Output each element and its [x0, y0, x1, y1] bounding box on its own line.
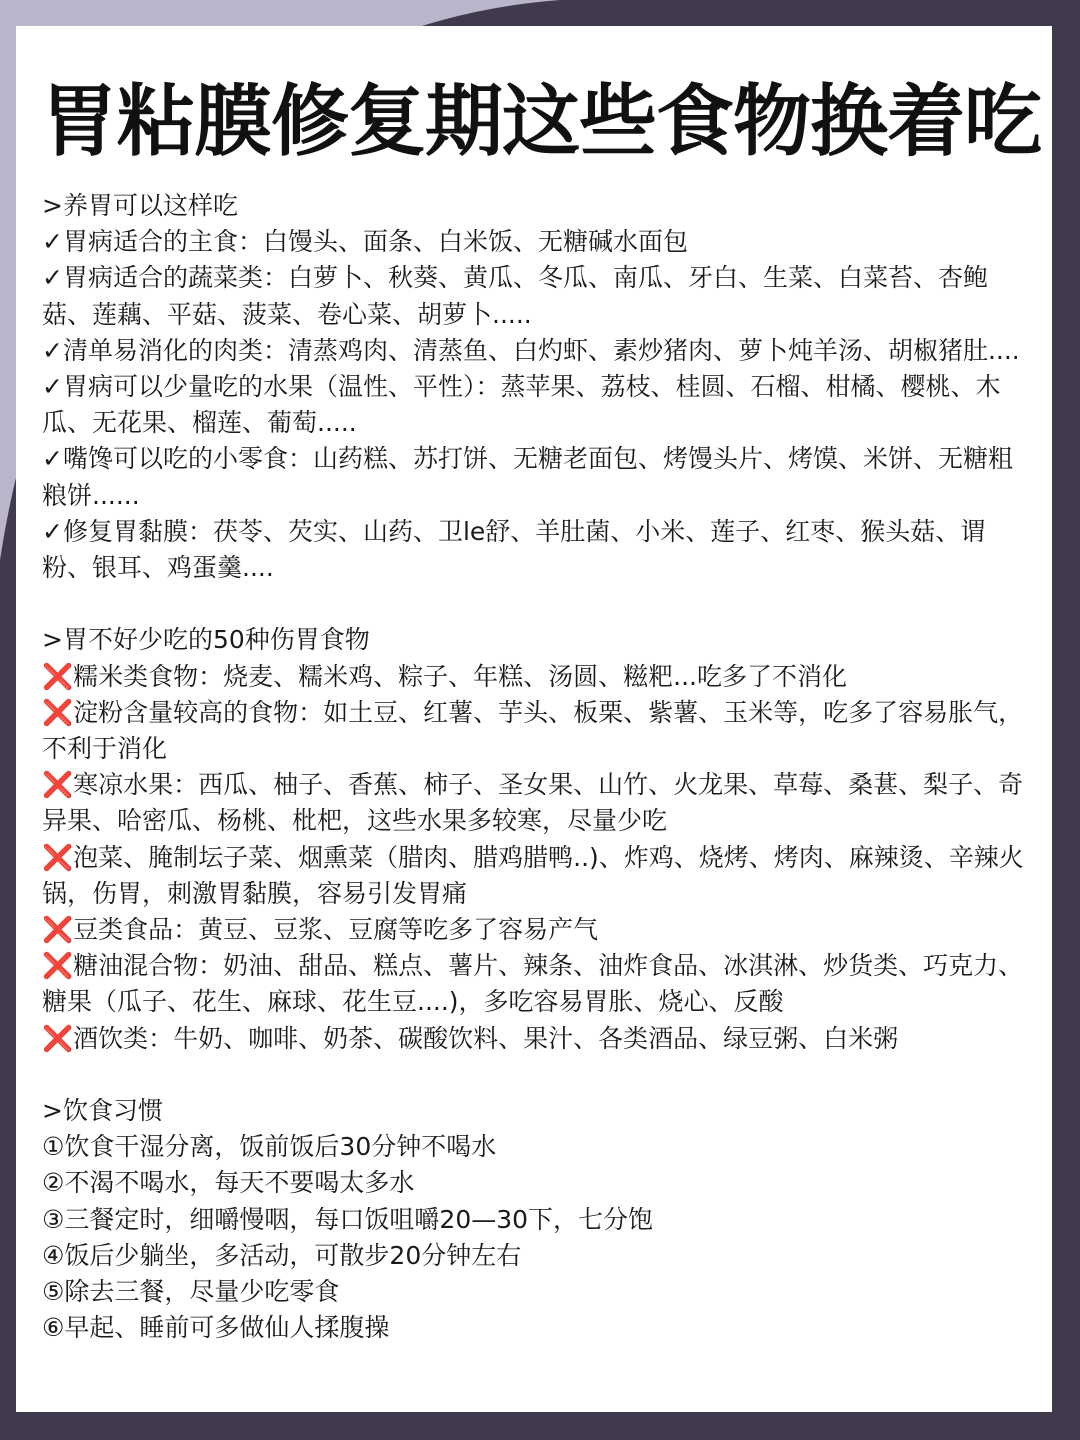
list-item — [42, 369, 1032, 441]
check-icon: ✓ — [42, 516, 63, 546]
cross-icon: ❌ — [42, 770, 74, 800]
list-item — [42, 659, 1032, 695]
list-item-text: 胃病可以少量吃的水果（温性、平性）：蒸苹果、荔枝、桂圆、石榴、柑橘、樱桃、木瓜、无花果、榴莲、葡萄..... — [42, 372, 1001, 438]
list-item-text: 除去三餐，尽量少吃零食 — [64, 1277, 340, 1307]
section-heading: >养胃可以这样吃 — [42, 191, 238, 220]
page-title: 胃粘膜修复期这些食物换着吃 — [40, 77, 1042, 167]
check-icon: ✓ — [42, 263, 63, 293]
circled-number-icon: ⑥ — [42, 1313, 65, 1343]
list-item-text: 饮食干湿分离，饭前饭后30分钟不喝水 — [64, 1132, 497, 1162]
list-item-text: 饭后少躺坐，多活动，可散步20分钟左右 — [64, 1240, 522, 1270]
list-item-text: 修复胃黏膜：茯苓、芡实、山药、卫le舒、羊肚菌、小米、莲子、红枣、猴头菇、谓粉、银耳、鸡蛋羹.... — [42, 516, 986, 583]
section-heading: >胃不好少吃的50种伤胃食物 — [42, 625, 370, 655]
circled-number-icon: ③ — [42, 1204, 65, 1234]
list-item — [42, 695, 1032, 767]
section-foods-to-avoid — [42, 622, 1032, 1056]
list-item-text: 寒凉水果：西瓜、柚子、香蕉、柿子、圣女果、山竹、火龙果、草莓、桑葚、梨子、奇异果、哈密瓜、杨桃、枇杷，这些水果多较寒，尽量少吃 — [42, 770, 1024, 836]
list-item-text: 糖油混合物：奶油、甜品、糕点、薯片、辣条、油炸食品、冰淇淋、炒货类、巧克力、糖果（瓜子、花生、麻球、花生豆....)，多吃容易胃胀、烧心、反酸 — [42, 951, 1024, 1017]
list-item — [42, 912, 1032, 948]
cross-icon: ❌ — [42, 1023, 74, 1053]
list-item-text: 淀粉含量较高的食物：如土豆、红薯、芋头、板栗、紫薯、玉米等，吃多了容易胀气，不利于消化 — [42, 697, 1024, 764]
check-icon: ✓ — [42, 444, 63, 474]
list-item-text: 胃病适合的蔬菜类：白萝卜、秋葵、黄瓜、冬瓜、南瓜、牙白、生菜、白菜苔、杏鲍菇、莲藕、平菇、菠菜、卷心菜、胡萝卜..... — [42, 263, 988, 329]
list-item-text: 清单易消化的肉类：清蒸鸡肉、清蒸鱼、白灼虾、素炒猪肉、萝卜炖羊汤、胡椒猪肚.... — [62, 335, 1020, 365]
section-eating-habits — [42, 1093, 1032, 1346]
check-icon: ✓ — [42, 335, 63, 365]
circled-number-icon: ⑤ — [42, 1277, 65, 1307]
list-item-text: 不渴不喝水，每天不要喝太多水 — [64, 1168, 415, 1198]
check-icon: ✓ — [42, 372, 63, 402]
cross-icon: ❌ — [42, 697, 74, 727]
circled-number-icon: ① — [42, 1132, 65, 1162]
section-heading: >饮食习惯 — [42, 1096, 163, 1126]
list-item-text: 三餐定时，细嚼慢咽，每口饭咀嚼20—30下，七分饱 — [64, 1204, 654, 1234]
list-item — [42, 948, 1032, 1020]
cross-icon: ❌ — [42, 951, 74, 981]
list-item-text: 胃病适合的主食：白馒头、面条、白米饭、无糖碱水面包 — [62, 227, 688, 257]
content-body — [42, 188, 1032, 1346]
list-item-text: 豆类食品：黄豆、豆浆、豆腐等吃多了容易产气 — [73, 915, 599, 945]
circled-number-icon: ④ — [42, 1240, 65, 1270]
list-item — [42, 1274, 1032, 1310]
list-item-text: 泡菜、腌制坛子菜、烟熏菜（腊肉、腊鸡腊鸭..)、炸鸡、烧烤、烤肉、麻辣烫、辛辣火锅，伤胃，刺激胃黏膜，容易引发胃痛 — [42, 842, 1024, 908]
list-item — [42, 514, 1032, 586]
list-item — [42, 1238, 1032, 1274]
list-item-text: 糯米类食物：烧麦、糯米鸡、粽子、年糕、汤圆、糍粑...吃多了不消化 — [73, 661, 847, 691]
list-item — [42, 1165, 1032, 1201]
list-item-text: 酒饮类：牛奶、咖啡、奶茶、碳酸饮料、果汁、各类酒品、绿豆粥、白米粥 — [73, 1023, 899, 1053]
list-item — [42, 840, 1032, 912]
list-item-text: 嘴馋可以吃的小零食：山药糕、苏打饼、无糖老面包、烤馒头片、烤馍、米饼、无糖粗粮饼...... — [42, 444, 1013, 510]
list-item — [42, 1129, 1032, 1165]
circled-number-icon: ② — [42, 1168, 65, 1198]
list-item — [42, 1021, 1032, 1057]
cross-icon: ❌ — [42, 661, 74, 691]
list-item-text: 早起、睡前可多做仙人揉腹操 — [64, 1313, 390, 1343]
list-item — [42, 260, 1032, 332]
list-item — [42, 767, 1032, 839]
cross-icon: ❌ — [42, 915, 74, 945]
list-item — [42, 224, 1032, 260]
list-item — [42, 1310, 1032, 1346]
section-recommended-foods — [42, 188, 1032, 586]
list-item — [42, 441, 1032, 513]
cross-icon: ❌ — [42, 842, 74, 872]
check-icon: ✓ — [42, 227, 63, 257]
list-item — [42, 1202, 1032, 1238]
list-item — [42, 333, 1032, 369]
